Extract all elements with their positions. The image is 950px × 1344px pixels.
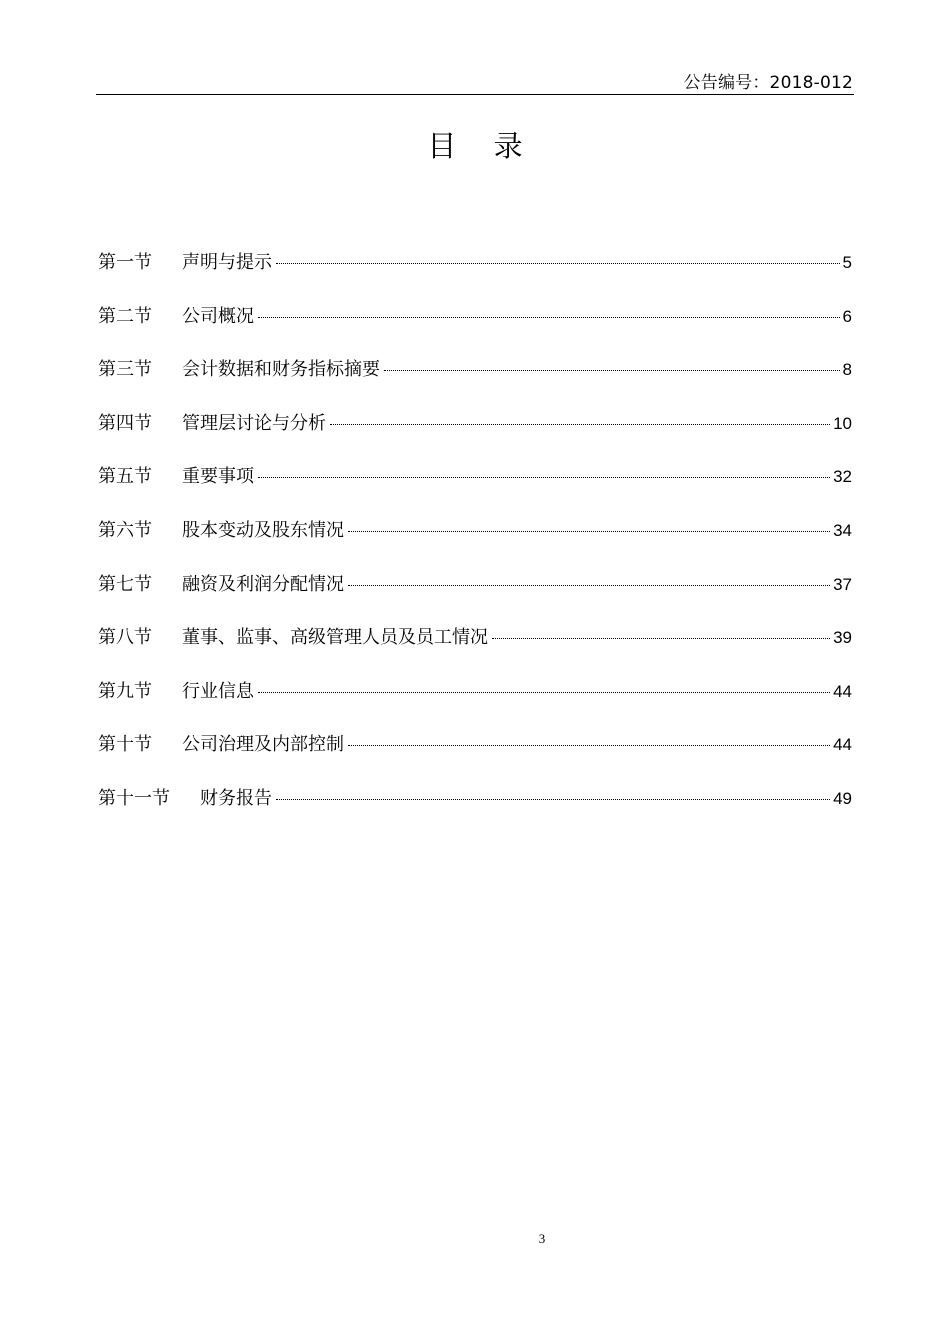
- toc-dot-leader: [348, 745, 830, 746]
- announcement-number: 公告编号：2018-012: [683, 73, 853, 93]
- toc-heading: 股本变动及股东情况: [182, 519, 344, 541]
- toc-entry[interactable]: [98, 248, 852, 302]
- toc-heading: 财务报告: [200, 787, 272, 809]
- toc-page-number: 44: [833, 681, 852, 701]
- toc-entry[interactable]: [98, 516, 852, 570]
- toc-section-number: 第五节: [98, 466, 152, 488]
- page-title: 目 录: [427, 129, 537, 163]
- toc-section-number: 第三节: [98, 359, 152, 381]
- toc-dot-leader: [492, 638, 830, 639]
- toc-page-number: 49: [833, 788, 852, 808]
- toc-heading: 董事、监事、高级管理人员及员工情况: [182, 627, 488, 649]
- toc-heading: 会计数据和财务指标摘要: [182, 359, 380, 381]
- toc-dot-leader: [384, 370, 840, 371]
- toc-entry[interactable]: [98, 623, 852, 677]
- toc-section-number: 第六节: [98, 519, 152, 541]
- toc-entry[interactable]: [98, 355, 852, 409]
- toc-heading: 公司治理及内部控制: [182, 734, 344, 756]
- toc-page-number: 44: [833, 735, 852, 755]
- toc-dot-leader: [348, 531, 830, 532]
- toc-page-number: 5: [842, 253, 852, 272]
- toc-entry[interactable]: [98, 302, 852, 356]
- toc-dot-leader: [258, 477, 830, 478]
- toc-entry[interactable]: [98, 462, 852, 516]
- toc-dot-leader: [348, 585, 830, 586]
- toc-page-number: 39: [833, 628, 852, 648]
- toc-dot-leader: [258, 317, 840, 318]
- toc-page-number: 32: [833, 467, 852, 487]
- toc-section-number: 第二节: [98, 305, 152, 327]
- toc-heading: 声明与提示: [182, 252, 272, 273]
- toc-page-number: 8: [842, 360, 852, 380]
- toc-page-number: 10: [833, 413, 852, 433]
- toc-heading: 行业信息: [182, 680, 254, 702]
- toc-section-number: 第八节: [98, 627, 152, 649]
- toc-entry[interactable]: [98, 784, 852, 838]
- header-divider: [96, 94, 854, 95]
- toc-section-number: 第十一节: [98, 787, 170, 809]
- table-of-contents: [98, 248, 852, 838]
- toc-entry[interactable]: [98, 677, 852, 731]
- toc-dot-leader: [276, 263, 840, 264]
- toc-entry[interactable]: [98, 730, 852, 784]
- toc-dot-leader: [258, 692, 830, 693]
- toc-section-number: 第七节: [98, 573, 152, 595]
- toc-dot-leader: [276, 799, 830, 800]
- toc-dot-leader: [330, 424, 830, 425]
- toc-section-number: 第九节: [98, 680, 152, 702]
- toc-heading: 融资及利润分配情况: [182, 573, 344, 595]
- toc-page-number: 37: [833, 574, 852, 594]
- toc-section-number: 第一节: [98, 252, 152, 273]
- toc-heading: 管理层讨论与分析: [182, 412, 326, 434]
- toc-heading: 重要事项: [182, 466, 254, 488]
- toc-entry[interactable]: [98, 570, 852, 624]
- toc-heading: 公司概况: [182, 305, 254, 327]
- toc-page-number: 34: [833, 520, 852, 540]
- toc-section-number: 第四节: [98, 412, 152, 434]
- toc-entry[interactable]: [98, 409, 852, 463]
- toc-page-number: 6: [842, 306, 852, 326]
- page-number: 3: [538, 1231, 546, 1246]
- toc-section-number: 第十节: [98, 734, 152, 756]
